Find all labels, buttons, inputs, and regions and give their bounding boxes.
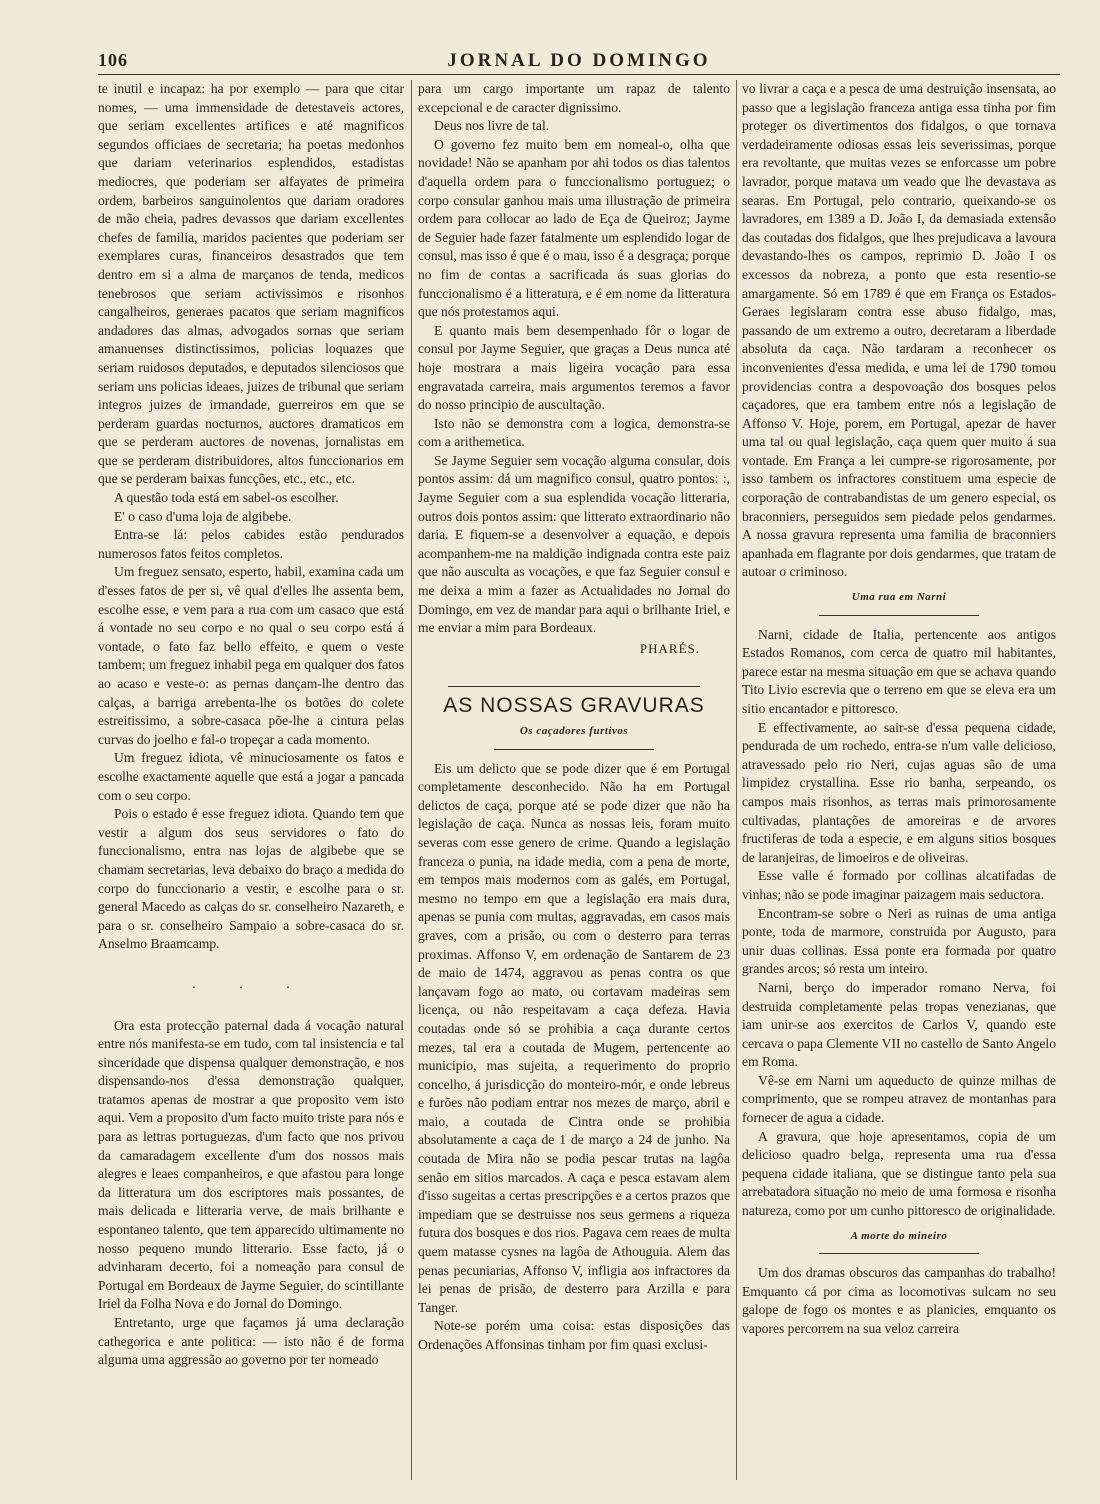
paragraph: O governo fez muito bem em nomeal-o, olha que novidade! Não se apanham por ahi todos os dias talentos d'aquella ordem para o funccionalismo portuguez; o corpo consular ganhou mais uma illustração de primeira ordem para collocar ao lado de Eça de Queiroz; Jayme de Seguier hade fazer fatalmente um esplendido logar de consul, mas isso é que é o mau, isso é a desgraça; porque no fim de contas a sacrificada ás suas glorias do funccionalismo é a litteratura, e é em nome da litteratura que nós protestamos aqui. — [418, 136, 730, 320]
paragraph: Um freguez sensato, esperto, habil, examina cada um d'esses fatos de per si, vê qual d'elles lhe assenta bem, escolhe esse, e vem para a rua com um casaco que está á vontade no seu corpo e no qual o seu corpo está á vontade, o fato faz bello effeito, e quem o veste tambem; um freguez inhabil pega em qualquer dos fatos ao acaso e veste-o: as pernas dançam-lhe dentro das calças, a barriga arrebenta-lhe os botões do colete estreitissimo, a sobre-casaca põe-lhe a cintura pelas curvas do joelho e fal-o tropeçar a cada momento. — [98, 564, 404, 747]
paragraph: Entra-se lá: pelos cabides estão pendurados numerosos fatos feitos completos. — [98, 527, 404, 561]
subheading-rule — [819, 615, 979, 616]
column-1 — [98, 80, 404, 1488]
paragraph: Pois o estado é esse freguez idiota. Quando tem que vestir a algum dos seus servidores o fato do funccionalismo, entra nas lojas de algibebe que se chamam secretarias, leva debaixo do braço a medida do corpo do funccionario a vestir, e escolhe para o sr. general Macedo as calças do sr. conselheiro Nazareth, e para o sr. conselheiro Sampaio a sobre-casaca do sr. Anselmo Braamcamp. — [98, 806, 404, 952]
column-3 — [742, 80, 1056, 1488]
paragraph: E effectivamente, ao sair-se d'essa pequena cidade, pendurada de um rochedo, entra-se n'um valle delicioso, atravessado pelo rio Neri, cujas aguas são de uma limpidez crystallina. Esse rio banha, serpeando, os campos mais risonhos, as terras mais primorosamente cultivadas, plantações de amoreiras e de arvores fructiferas de toda a especie, e em alguns sitios bosques de laranjeiras, de limoeiros e de oliveiras. — [742, 719, 1056, 865]
paragraph: Note-se porém uma coisa: estas disposições das Ordenações Affonsinas tinham por fim quasi exclusi- — [418, 1318, 730, 1352]
paragraph: A questão toda está em sabel-os escolher. — [114, 490, 339, 506]
column-divider — [411, 80, 412, 1480]
column-2 — [418, 80, 730, 1488]
article-subheading: Uma rua em Narni — [851, 591, 947, 604]
journal-title: JORNAL DO DOMINGO — [447, 50, 711, 71]
paragraph: para um cargo importante um rapaz de talento excepcional e de caracter dignissimo. — [418, 81, 730, 115]
article-subheading: A morte do mineiro — [850, 1229, 948, 1242]
author-signature: PHARÉS. — [639, 640, 700, 656]
subheading-rule — [819, 1253, 979, 1254]
paragraph: Narni, berço do imperador romano Nerva, foi destruida completamente pelas tropas venezianas, que iam unir-se aos exercitos de Carlos V, quando este cercava o papa Clemente VII no castello de Santo Angelo em Roma. — [742, 979, 1056, 1070]
paragraph: Esse valle é formado por collinas alcatifadas de vinhas; não se pode imaginar paizagem mais seductora. — [742, 868, 1056, 902]
paragraph: Eis um delicto que se pode dizer que é em Portugal completamente desconhecido. Não ha em Portugal delictos de caça, porque até se pode dizer que não ha legislação de caça. Nunca as nossas leis, foram muito severas com esse genero de crime. Quando a legislação franceza o punia, na idade media, com a pena de morte, em tempos mais modernos com as galés, em Portugal, mesmo no tempo em que a legislação era mais dura, apenas se punia com multas, aggravadas, em casos mais graves, com a prisão, ou com o desterro para terras proximas. Affonso V, em ordenação de Santarem de 23 de maio de 1474, aggravou as penas contra os que lançavam fogo ao mato, ou cortavam madeiras sem licença, ou não respeitavam a caça defeza. Havia coutadas onde só se prohibia a caça durante certos mezes, tal era a coutada de Mugem, pertencente ao municipio, mas sujeita, a requerimento do proprio concelho, á jurisdicção do monteiro-mór, e onde lebreus e furões não podiam entrar nos mezes de março, abril e maio, a coutada de Cintra onde se prohibia absolutamente a caça de 1 de março a 24 de junho. Na coutada de Mira não se podia pescar trutas na lagôa senão em sitios marcados. A caça e pesca estavam alem d'isso sugeitas a certas prescripções e a certos prazos que impediam que se destruisse nos seus germens a riqueza futura dos bosques e dos rios. Pagava cem reaes de multa quem matasse cysnes na lagôa de Athouguia. Alem das penas pecuniarias, Affonso V, infligia aos infractores da lei penas de prisão, de desterro para Arzilla e para Tanger. — [418, 760, 730, 1315]
paragraph: Vê-se em Narni um aqueducto de quinze milhas de comprimento, que se rompeu atravez de montanhas para fornecer de agua a cidade. — [742, 1072, 1056, 1126]
section-heading: AS NOSSAS GRAVURAS — [443, 694, 705, 718]
subheading-rule — [494, 749, 654, 750]
section-rule — [448, 686, 700, 687]
paragraph: Narni, cidade de Italia, pertencente aos antigos Estados Romanos, com cerca de quatro mil habitantes, parece estar na mesma situação em que se achava quando Tito Livio escrevia que o terreno em que se eleva era um sitio encantador e pittoresco. — [742, 626, 1056, 716]
paragraph: Um dos dramas obscuros das campanhas do trabalho! Emquanto cá por cima as locomotivas sulcam no seu galope de fogo os montes e as planicies, emquanto os vapores percorrem na sua veloz carreira — [742, 1265, 1056, 1336]
page-number: 106 — [98, 50, 128, 70]
paragraph: Deus nos livre de tal. — [434, 118, 550, 134]
header-rule — [98, 74, 1060, 75]
paragraph: E quanto mais bem desempenhado fôr o logar de consul por Jayme Seguier, que graças a Deus nunca até hoje mostrara a mais ligeira vocação para essa engravatada carreira, mais argumentos teremos a favor do nosso principio de auscultação. — [418, 322, 730, 413]
running-head — [98, 50, 1060, 74]
paragraph: A gravura, que hoje apresentamos, copia de um delicioso quadro belga, representa uma rua d'essa pequena cidade italiana, que se distingue tanto pela sua arrebatadora situação no meio de uma formosa e risonha natureza, como por um cunho pittoresco de originalidade. — [742, 1128, 1056, 1219]
paragraph: Isto não se demonstra com a logica, demonstra-se com a arithemetica. — [418, 415, 730, 450]
paragraph: vo livrar a caça e a pesca de uma destruição insensata, ao passo que a legislação franceza antiga essa tinha por fim proteger os divertimentos dos fidalgos, o que tornava verdadeiramente odiosas essas leis severissimas, porque era revoltante, que muitas vezes se enforcasse um pobre lavrador, porque matava um veado que lhe devastava as searas. Em Portugal, pelo contrario, queixando-se os lavradores, em 1389 a D. João I, da demasiada extensão das coutadas dos fidalgos, que lhes prejudicava a lavoura devastando-lhes os campos, reprimio D. João I os excessos da nobreza, a ponto que esta resentio-se amargamente. Só em 1789 é que em França os Estados-Geraes legislaram contra esse abuso fidalgo, mas, passando de um extremo a outro, decretaram a liberdade absoluta da caça. Não tardaram a reconhecer os inconvenientes d'essa medida, e uma lei de 1790 tomou providencias contra a despovoação dos bosques pelos caçadores, que era tambem entre nós a legislação de Affonso V. Hoje, porem, em Portugal, apezar de haver uma tal ou qual legislação, caça quem quer muito á sua vontade. Em França a lei cumpre-se rigorosamente, por isso tambem os infractores constituem uma especie de corporação de contrabandistas de um genero especial, os braconniers, perseguidos sem piedade pelos gendarmes. A nossa gravura representa uma familia de braconniers apanhada em flagrante por dois gendarmes, que tratam de autoar o criminoso. — [742, 81, 1056, 580]
section-separator: . . . — [192, 976, 310, 992]
paragraph: Encontram-se sobre o Neri as ruinas de uma antiga ponte, toda de marmore, construida por Augusto, para unir duas collinas. Essa ponte era formada por quatro grandes arcos; só resta um inteiro. — [742, 905, 1056, 977]
paragraph: Se Jayme Seguier sem vocação alguma consular, dois pontos assim: dá um magnifico consul, quatro pontos: :, Jayme Seguier com a sua esplendida vocação litteraria, outros dois pontos assim: que litterato extraordinario não daria. E fiquem-se a desenvolver a equação, e depois acompanhem-me na maldição indignada contra este paiz que não ausculta as vocações, e que faz Seguier consul e me deixa a mim a fazer as Actualidades no Jornal do Domingo, em vez de mandar para aqui o brilhante Iriel, e me enviar a mim para Bordeaux. — [418, 452, 730, 636]
paragraph: te inutil e incapaz: ha por exemplo — para que citar nomes, — uma immensidade de detestaveis actores, que seriam excellentes artifices e até magnificos segundos officiaes de secretaria; ha poetas medonhos que dariam veterinarios esplendidos, estadistas mediocres, que poderiam ser alfayates de primeira ordem, barbeiros sanguinolentos que dariam oradores de mão cheia, padres devassos que dariam excellentes chefes de familia, maridos pacientes que poderiam ser exemplares curas, financeiros desastrados que tem dentro em si a alma de marçanos de tenda, medicos tenebrosos que seriam activissimos e risonhos cangalheiros, generaes pacatos que seriam magnificos andadores das almas, advogados sornas que seriam amanuenses distinctissimos, policias loquazes que seriam ruidosos deputados, e deputados silenciosos que seriam uns policias ideaes, juizes de tribunal que seriam integros juizes de irmandade, guerreiros em que se perderam guardas nocturnos, auctores dramaticos em que se perderam auctores de novenas, jornalistas em que se perderam distribuidores, altos funccionarios em que se perderam baixas funcções, etc., etc., etc. — [98, 81, 404, 487]
paragraph: Entretanto, urge que façamos já uma declaração cathegorica e ante politica: — isto não é de forma alguma uma aggressão ao governo por ter nomeado — [98, 1315, 404, 1368]
paragraph: Ora esta protecção paternal dada á vocação natural entre nós manifesta-se em tudo, com tal insistencia e tal sinceridade que dispensa qualquer demonstração, e nos dispensando-nos d'essa demonstração qualquer, tratamos apenas de mostrar a que proposito vem isto aqui. Vem a proposito d'um facto muito triste para nós e para as lettras portuguezas, d'um facto que nos privou da camaradagem excellente d'um dos nossos mais alegres e leaes companheiros, e que afastou para longe da litteratura um dos escriptores mais possantes, de mais delicada e litteraria verve, de mais brilhante e espontaneo talento, que tem apparecido ultimamente no nosso pequeno mundo litterario. Esse facto, já o advinharam decerto, foi a nomeação para consul de Portugal em Bordeaux de Jayme Seguier, do scintillante Iriel da Folha Nova e do Jornal do Domingo. — [98, 1017, 404, 1312]
paragraph: E' o caso d'uma loja de algibebe. — [114, 508, 292, 524]
article-subheading: Os caçadores furtivos — [519, 725, 629, 737]
column-divider — [736, 80, 737, 1480]
paragraph: Um freguez idiota, vê minuciosamente os fatos e escolhe exactamente aquelle que está a jogar a pancada com o seu corpo. — [98, 750, 404, 803]
